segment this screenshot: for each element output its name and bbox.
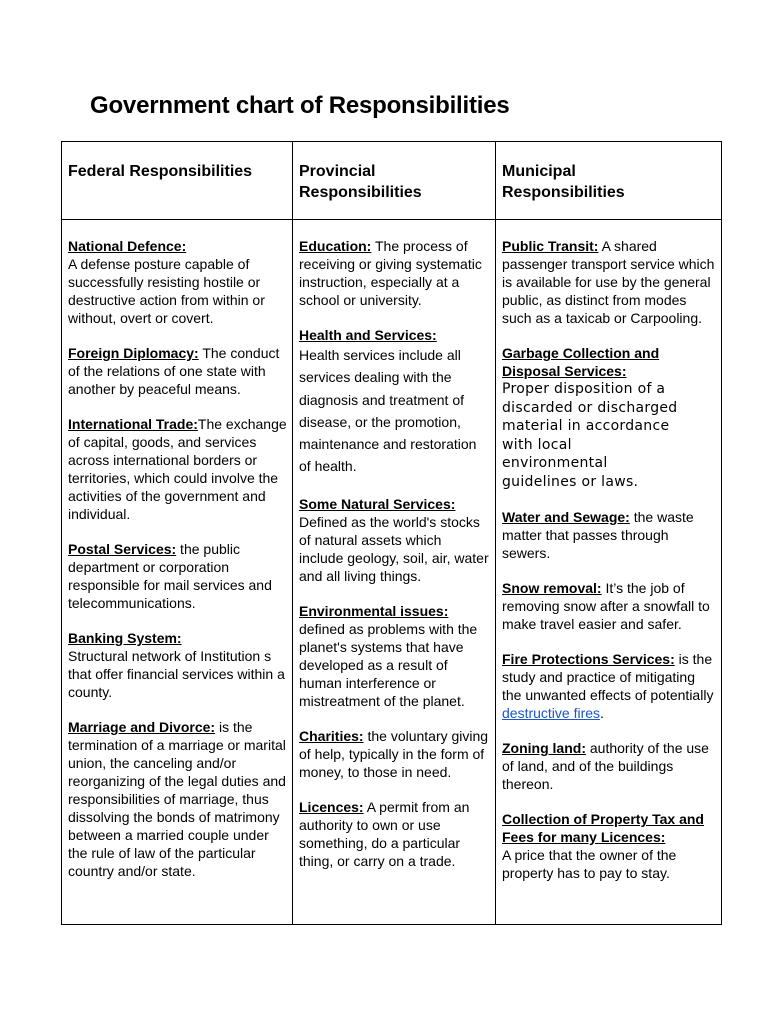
term: Licences:	[299, 798, 364, 815]
description: Health services include all services dealing with the diagnosis and treatment of disease, or the promotion, maintenance and restoration of health.	[299, 347, 477, 475]
term: Marriage and Divorce:	[68, 719, 216, 735]
term: Foreign Diplomacy:	[68, 345, 199, 361]
description: is the termination of a marriage or marital union, the canceling and/or reorganizing of the legal duties and responsibilities of marriage, thus dissolving the bonds of matrimony between a married couple under the rule of law of the particular country and/or state.	[68, 719, 286, 879]
term: Environmental issues:	[299, 602, 449, 619]
header-divider	[62, 219, 721, 220]
description: Structural network of Institution s that offer financial services within a county.	[68, 648, 285, 700]
entry-garbage-collection	[502, 344, 717, 491]
entry-foreign-diplomacy	[68, 344, 288, 398]
entry-health-services	[299, 326, 489, 478]
description: The process of receiving or giving systematic instruction, especially at a school or university.	[299, 238, 482, 308]
entry-snow-removal	[502, 579, 717, 633]
term: Charities:	[299, 727, 364, 744]
description: Proper disposition of a discarded or discharged material in accordance with local environmental guidelines or laws.	[502, 381, 678, 490]
provincial-column	[299, 237, 489, 887]
entry-marriage-divorce	[68, 718, 288, 880]
term: Some Natural Services:	[299, 495, 456, 512]
term: Garbage Collection and Disposal Services:	[502, 345, 660, 379]
entry-water-sewage	[502, 508, 717, 562]
description: A price that the owner of the property has to pay to stay.	[502, 847, 677, 881]
header-provincial: Provincial Responsibilities	[299, 163, 422, 201]
term: International Trade:	[68, 416, 198, 432]
destructive-fires-link[interactable]: destructive fires	[502, 705, 601, 721]
entry-postal-services	[68, 540, 288, 612]
entry-banking-system	[68, 629, 288, 701]
entry-licences	[299, 798, 489, 870]
description-end: .	[600, 705, 604, 721]
entry-zoning-land	[502, 739, 717, 793]
term: Banking System:	[68, 630, 182, 646]
page-title: Government chart of Responsibilities	[90, 92, 510, 119]
description: the voluntary giving of help, typically in the form of money, to those in need.	[299, 727, 489, 780]
column-divider	[495, 142, 496, 924]
term: Water and Sewage:	[502, 509, 630, 525]
description: defined as problems with the planet's systems that have developed as a result of human interference or mistreatment of the planet.	[299, 620, 478, 709]
responsibilities-table	[61, 141, 722, 925]
municipal-column	[502, 237, 717, 899]
entry-education	[299, 237, 489, 309]
term: Postal Services:	[68, 541, 177, 557]
description: It’s the job of removing snow after a snowfall to make travel easier and safer.	[502, 580, 710, 632]
federal-column	[68, 237, 288, 897]
term: Snow removal:	[502, 580, 602, 596]
description: Defined as the world's stocks of natural assets which include geology, soil, air, water and all living things.	[299, 513, 489, 584]
description: authority of the use of land, and of the buildings thereon.	[502, 740, 709, 792]
header-federal: Federal Responsibilities	[68, 163, 253, 180]
header-municipal: Municipal Responsibilities	[502, 163, 625, 201]
term: Health and Services:	[299, 327, 437, 343]
entry-fire-protection	[502, 650, 717, 722]
description: A shared passenger transport service which is available for use by the general public, as distinct from modes such as a taxicab or Carpooling.	[502, 238, 715, 326]
term: Education:	[299, 238, 372, 254]
description: is the study and practice of mitigating the unwanted effects of potentially	[502, 651, 714, 703]
description: The conduct of the relations of one state with another by peaceful means.	[68, 345, 280, 397]
term: Public Transit:	[502, 238, 599, 254]
entry-national-defence	[68, 237, 288, 327]
entry-property-tax	[502, 810, 717, 882]
entry-international-trade	[68, 415, 288, 523]
term: Fire Protections Services:	[502, 651, 675, 667]
entry-public-transit	[502, 237, 717, 327]
entry-charities	[299, 727, 489, 781]
entry-environmental-issues	[299, 602, 489, 710]
description: A permit from an authority to own or use something, do a particular thing, or carry on a trade.	[299, 798, 470, 869]
term: National Defence:	[68, 238, 187, 254]
term: Collection of Property Tax and Fees for many Licences:	[502, 811, 704, 845]
description: the public department or corporation responsible for mail services and telecommunications.	[68, 541, 272, 611]
description: the waste matter that passes through sewers.	[502, 509, 694, 561]
description: A defense posture capable of successfully resisting hostile or destructive action from within or without, overt or covert.	[68, 256, 265, 326]
term: Zoning land:	[502, 740, 586, 756]
column-divider	[292, 142, 293, 924]
entry-natural-services	[299, 495, 489, 585]
description: The exchange of capital, goods, and services across international borders or territories, which could involve the activities of the government and individual.	[68, 416, 287, 522]
